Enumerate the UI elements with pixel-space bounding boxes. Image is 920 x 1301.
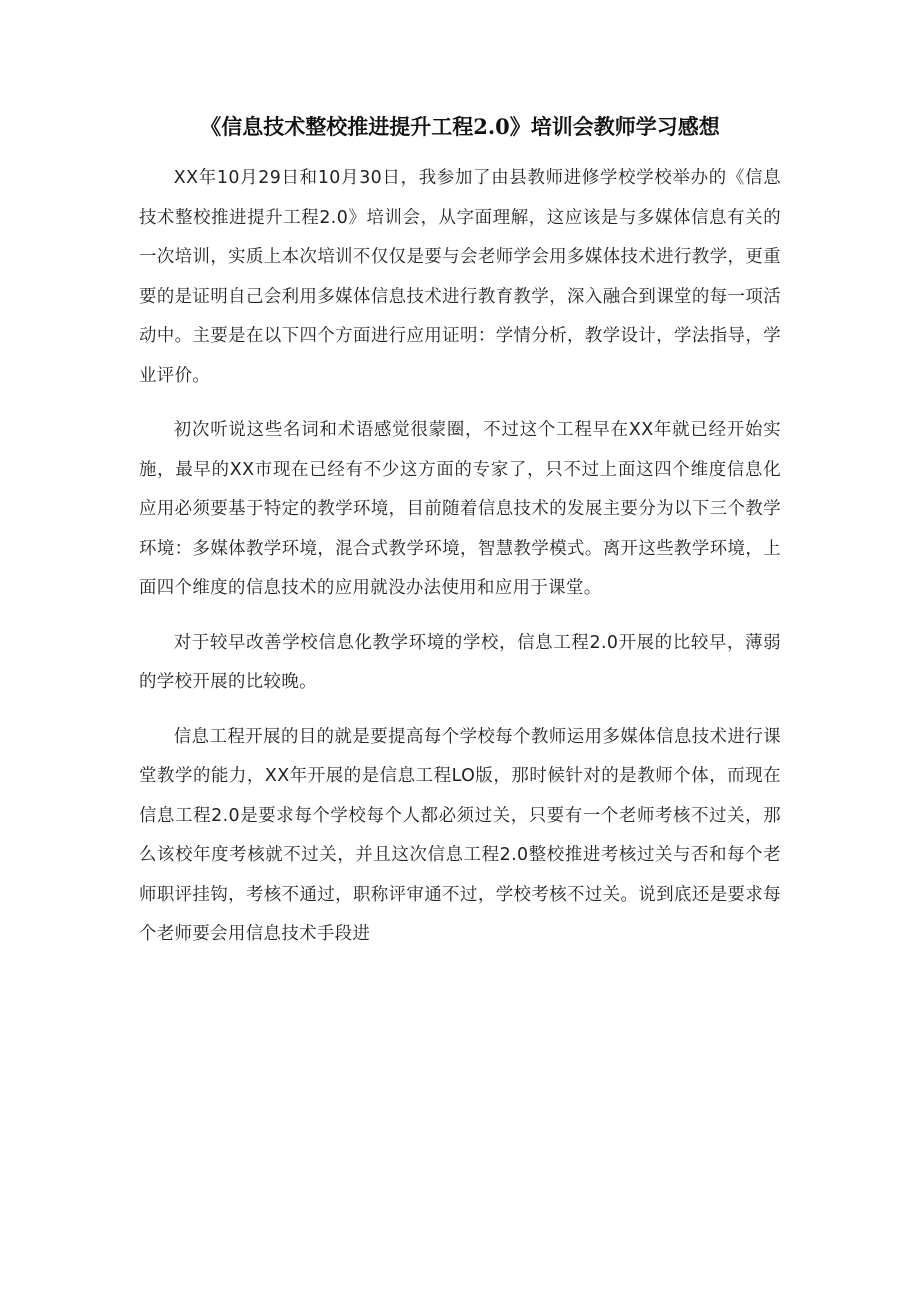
document-title: 《信息技术整校推进提升工程2.0》培训会教师学习感想 [200,114,720,139]
paragraph-3: 对于较早改善学校信息化教学环境的学校，信息工程2.0开展的比较早，薄弱的学校开展的比较晚。 [139,632,781,692]
document-body [139,159,781,970]
paragraph-2: 初次听说这些名词和术语感觉很蒙圈，不过这个工程早在XX年就已经开始实施，最早的XX市现在已经有不少这方面的专家了，只不过上面这四个维度信息化应用必须要基于特定的教学环境，目前随着信息技术的发展主要分为以下三个教学环境：多媒体教学环境，混合式教学环境，智慧教学模式。离开这些教学环境，上面四个维度的信息技术的应用就没办法使用和应用于课堂。 [139,420,781,598]
paragraph-1: XX年10月29日和10月30日，我参加了由县教师进修学校学校举办的《信息技术整校推进提升工程2.0》培训会，从字面理解，这应该是与多媒体信息有关的一次培训，实质上本次培训不仅仅是要与会老师学会用多媒体技术进行教学，更重要的是证明自己会利用多媒体信息技术进行教育教学，深入融合到课堂的每一项活动中。主要是在以下四个方面进行应用证明：学情分析，教学设计，学法指导，学业评价。 [139,168,781,386]
paragraph-4: 信息工程开展的目的就是要提高每个学校每个教师运用多媒体信息技术进行课堂教学的能力，XX年开展的是信息工程LO版，那时候针对的是教师个体，而现在信息工程2.0是要求每个学校每个人都必须过关，只要有一个老师考核不过关，那么该校年度考核就不过关，并且这次信息工程2.0整校推进考核过关与否和每个老师职评挂钩，考核不通过，职称评审通不过，学校考核不过关。说到底还是要求每个老师要会用信息技术手段进 [139,726,781,944]
